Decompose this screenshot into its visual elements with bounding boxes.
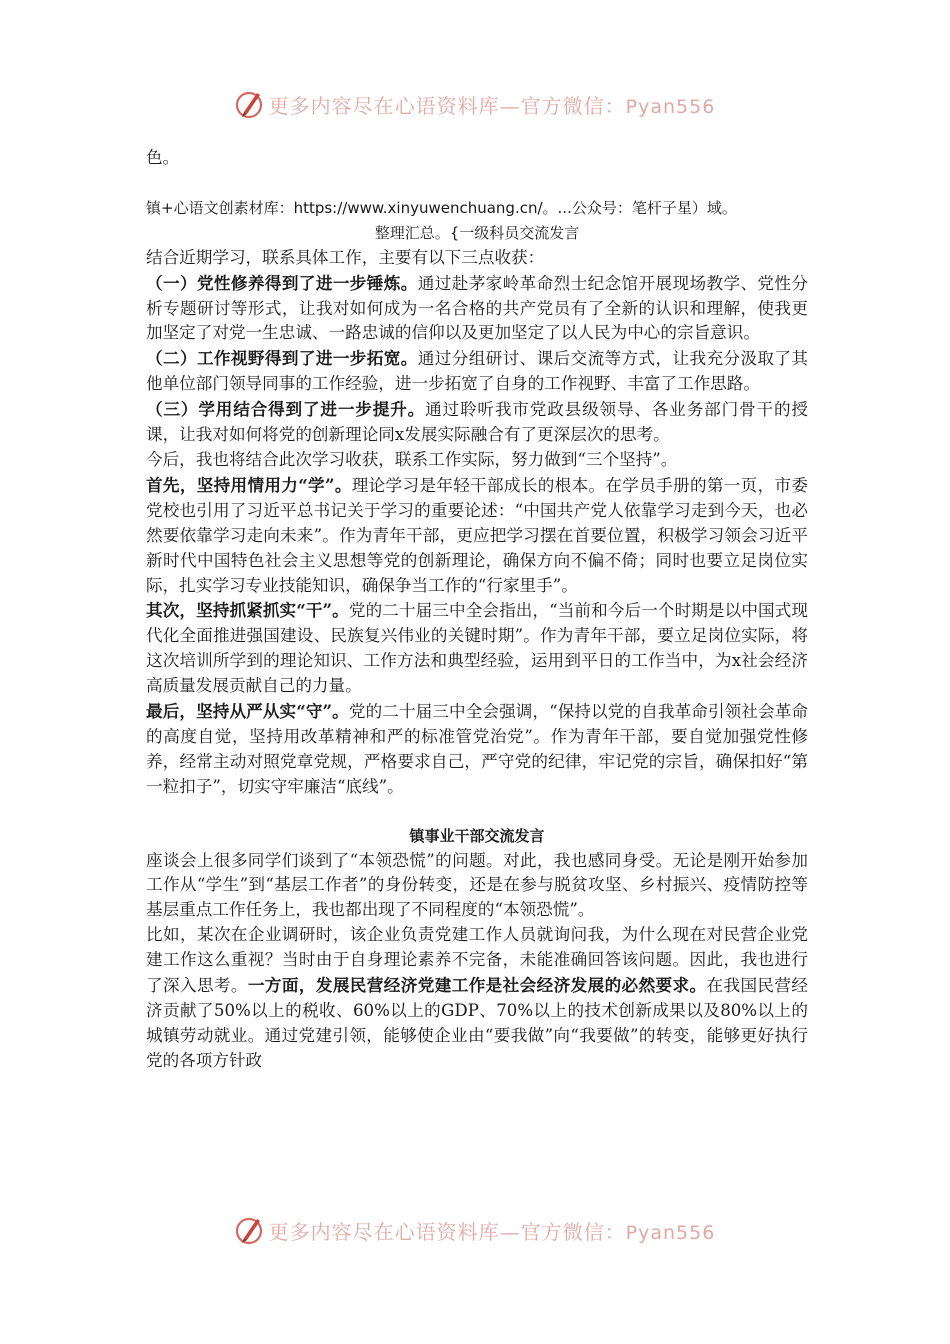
item-heading: （二）工作视野得到了进一步拓宽。 xyxy=(146,348,418,369)
header-watermark-banner xyxy=(0,82,950,126)
pen-logo-icon xyxy=(235,87,265,121)
wechat-id: Pyan556 xyxy=(625,95,716,118)
source-line: 镇+心语文创素材库：https://www.xinyuwenchuang.cn/。...公众号：笔杆子星）域。 xyxy=(146,198,737,217)
document-body xyxy=(146,146,808,1074)
point-heading: 最后，坚持从严从实“守”。 xyxy=(146,701,349,722)
watermark-text: 更多内容尽在心语资料库—官方微信：Pyan556 xyxy=(268,1219,716,1244)
paragraph-fragment: 色。 xyxy=(146,148,180,167)
point-text: 党的二十届三中全会指出，“当前和今后一个时期是以中国式现代化全面推进强国建设、民族复兴伟业的关键时期”。作为青年干部，要立足岗位实际，将这次培训所学到的理论知识、工作方法和典型经验，运用到平日的工作当中，为x社会经济高质量发展贡献自己的力量。 xyxy=(146,601,808,696)
item-heading: （三）学用结合得到了进一步提升。 xyxy=(146,399,426,420)
list-item xyxy=(146,346,808,397)
wechat-id: Pyan556 xyxy=(625,1221,716,1244)
transition-paragraph: 今后，我也将结合此次学习收获，联系工作实际，努力做到“三个坚持”。 xyxy=(146,449,678,469)
item-heading: （一）党性修养得到了进一步锤炼。 xyxy=(146,272,418,293)
section-title: 镇事业干部交流发言 xyxy=(409,826,545,845)
point-paragraph xyxy=(146,699,808,800)
item-text: 通过分组研讨、课后交流等方式，让我充分汲取了其他单位部门领导同事的工作经验，进一步拓宽了自身的工作视野、丰富了工作思路。 xyxy=(146,349,808,394)
point-heading: 其次，坚持抓紧抓实“干”。 xyxy=(146,600,349,621)
list-item xyxy=(146,271,808,347)
item-text: 通过赴茅家岭革命烈士纪念馆开展现场教学、党性分析专题研讨等形式，让我对如何成为一名合格的共产党员有了全新的认识和理解，使我更加坚定了对党一生忠诚、一路忠诚的信仰以及更加坚定了以人民为中心的宗旨意识。 xyxy=(146,273,808,343)
sub-heading: 整理汇总。{一级科员交流发言 xyxy=(374,223,580,242)
point-paragraph xyxy=(146,473,808,599)
point-text: 党的二十届三中全会强调，“保持以党的自我革命引领社会革命的高度自觉，坚持用改革精神和严的标准管党治党”。作为青年干部，要自觉加强党性修养，经常主动对照党章党规，严格要求自己，严守党的纪律，牢记党的宗旨，确保扣好“第一粒扣子”，切实守牢廉洁“底线”。 xyxy=(146,702,808,796)
point-heading: 首先，坚持用情用力“学”。 xyxy=(146,474,352,495)
section2-paragraph-1: 座谈会上很多同学们谈到了“本领恐慌”的问题。对此，我也感同身受。无论是刚开始参加工作从“学生”到“基层工作者”的身份转变，还是在参与脱贫攻坚、乡村振兴、疫情防控等基层重点工作任务上，我也都出现了不同程度的“本领恐慌”。 xyxy=(146,850,808,920)
point-text: 理论学习是年轻干部成长的根本。在学员手册的第一页，市委党校也引用了习近平总书记关于学习的重要论述：“中国共产党人依靠学习走到今天，也必然要依靠学习走向未来”。作为青年干部，更应把学习摆在首要位置，积极学习领会习近平新时代中国特色社会主义思想等党的创新理论，确保方向不偏不倚；同时也要立足岗位实际，扎实学习专业技能知识，确保争当工作的“行家里手”。 xyxy=(146,475,808,595)
emphasis-text: 一方面，发展民营经济党建工作是社会经济发展的必然要求。 xyxy=(247,975,707,996)
list-item xyxy=(146,397,808,448)
point-paragraph xyxy=(146,598,808,699)
section2-paragraph-2: 比如，某次在企业调研时，该企业负责党建工作人员就询问我，为什么现在对民营企业党建工作这么重视？当时由于自身理论素养不完备，未能准确回答该问题。因此，我也进行了深入思考。一方面，发展民营经济党建工作是社会经济发展的必然要求。在我国民营经济贡献了50%以上的税收、60%以上的GDP、70%以上的技术创新成果以及80%以上的城镇劳动就业。通过党建引领，能够使企业由“要我做”向“我要做”的转变，能够更好执行党的各项方针政 xyxy=(146,925,808,1070)
watermark-text: 更多内容尽在心语资料库—官方微信：Pyan556 xyxy=(268,93,716,118)
item-text: 通过聆听我市党政县级领导、各业务部门骨干的授课，让我对如何将党的创新理论同x发展实际融合有了更深层次的思考。 xyxy=(146,400,808,445)
intro-paragraph: 结合近期学习，联系具体工作，主要有以下三点收获： xyxy=(146,247,545,267)
pen-logo-icon xyxy=(235,1213,265,1247)
footer-watermark-banner xyxy=(0,1208,950,1252)
